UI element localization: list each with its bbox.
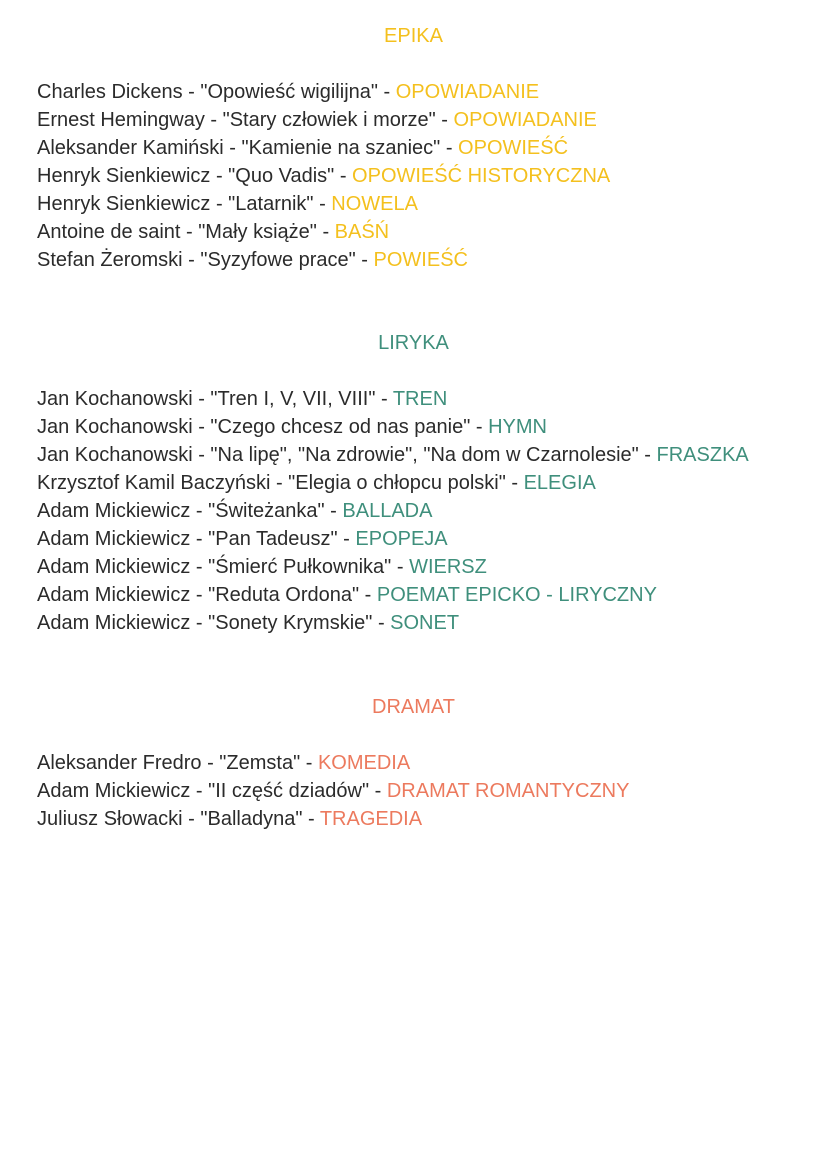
- entry: [37, 609, 808, 637]
- entry-genre: WIERSZ: [409, 556, 487, 578]
- entry-genre: EPOPEJA: [355, 528, 448, 550]
- entry: [37, 134, 808, 162]
- entry-genre: NOWELA: [331, 193, 418, 215]
- entry-work: Antoine de saint - "Mały książe" -: [37, 221, 335, 243]
- entry-work: Adam Mickiewicz - "Świteżanka" -: [37, 500, 343, 522]
- entry: [37, 553, 808, 581]
- entry-work: Henryk Sienkiewicz - "Latarnik" -: [37, 193, 332, 215]
- entry: [37, 805, 808, 833]
- entries-dramat: [37, 749, 808, 833]
- entry-genre: ELEGIA: [523, 472, 596, 494]
- entry: [37, 106, 808, 134]
- entry-genre: SONET: [390, 612, 460, 634]
- entry-work: Ernest Hemingway - "Stary człowiek i morze" -: [37, 109, 454, 131]
- entry-work: Aleksander Kamiński - "Kamienie na szaniec" -: [37, 137, 459, 159]
- entry-work: Adam Mickiewicz - "Pan Tadeusz" -: [37, 528, 356, 550]
- entry-work: Juliusz Słowacki - "Balladyna" -: [37, 808, 320, 830]
- entry-work: Jan Kochanowski - "Tren I, V, VII, VIII" -: [37, 388, 393, 410]
- entry: [37, 469, 808, 497]
- entry-genre: OPOWIEŚĆ: [458, 137, 569, 159]
- entries-epika: [37, 78, 808, 274]
- entry-work: Aleksander Fredro - "Zemsta" -: [37, 752, 318, 774]
- entry: [37, 413, 808, 441]
- entry: [37, 777, 808, 805]
- entry-work: Adam Mickiewicz - "Śmierć Pułkownika" -: [37, 556, 410, 578]
- section-liryka: [37, 329, 808, 637]
- entry-genre: TRAGEDIA: [319, 808, 423, 830]
- entry: [37, 385, 808, 413]
- entry: [37, 525, 808, 553]
- entry: [37, 78, 808, 106]
- entry-work: Charles Dickens - "Opowieść wigilijna" -: [37, 81, 396, 103]
- entry-genre: BAŚŃ: [334, 221, 390, 243]
- entry: [37, 162, 808, 190]
- entry-genre: OPOWIEŚĆ HISTORYCZNA: [352, 165, 611, 187]
- entry-work: Adam Mickiewicz - "Reduta Ordona" -: [37, 584, 377, 606]
- section-epika: [37, 0, 808, 274]
- entry-work: Adam Mickiewicz - "Sonety Krymskie" -: [37, 612, 391, 634]
- section-dramat: [37, 693, 808, 833]
- entry-work: Krzysztof Kamil Baczyński - "Elegia o chłopcu polski" -: [37, 472, 524, 494]
- entry-genre: DRAMAT ROMANTYCZNY: [386, 780, 630, 802]
- entry-work: Jan Kochanowski - "Czego chcesz od nas panie" -: [37, 416, 489, 438]
- entry: [37, 246, 808, 274]
- section-title-liryka: LIRYKA: [378, 332, 449, 354]
- entry-work: Stefan Żeromski - "Syzyfowe prace" -: [37, 249, 374, 271]
- entry-work: Jan Kochanowski - "Na lipę", "Na zdrowie", "Na dom w Czarnolesie" -: [37, 444, 657, 466]
- section-title-epika: EPIKA: [384, 25, 443, 47]
- entry: [37, 581, 808, 609]
- entry: [37, 218, 808, 246]
- entry-genre: FRASZKA: [656, 444, 749, 466]
- entry: [37, 497, 808, 525]
- section-title-dramat: DRAMAT: [372, 696, 455, 718]
- entry-genre: POWIEŚĆ: [373, 249, 468, 271]
- entry-genre: OPOWIADANIE: [395, 81, 540, 103]
- entry-genre: HYMN: [488, 416, 547, 438]
- entries-liryka: [37, 385, 808, 637]
- entry-genre: OPOWIADANIE: [453, 109, 597, 131]
- entry: [37, 190, 808, 218]
- entry-genre: POEMAT EPICKO - LIRYCZNY: [376, 584, 657, 606]
- entry-genre: TREN: [392, 388, 448, 410]
- entry: [37, 441, 808, 469]
- entry-genre: BALLADA: [342, 500, 433, 522]
- entry-work: Adam Mickiewicz - "II część dziadów" -: [37, 780, 387, 802]
- entry: [37, 749, 808, 777]
- entry-genre: KOMEDIA: [317, 752, 411, 774]
- entry-work: Henryk Sienkiewicz - "Quo Vadis" -: [37, 165, 353, 187]
